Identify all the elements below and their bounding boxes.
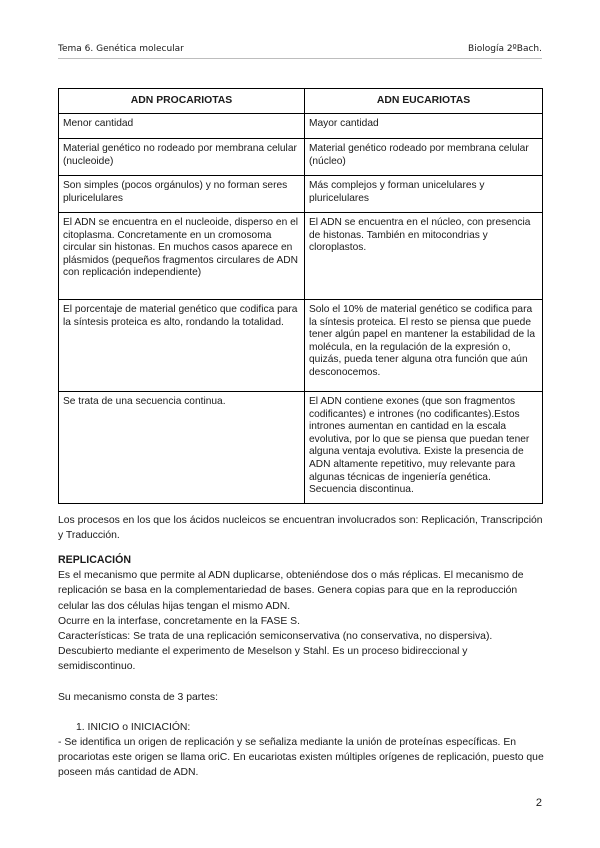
table-cell: Material genético no rodeado por membrana celular (nucleoide): [59, 139, 305, 176]
table-cell: El ADN se encuentra en el nucleoide, disperso en el citoplasma. Concretamente en un cromosoma circular sin histonas. En muchos casos aparece en plásmidos (pequeños fragmentos circulares de ADN con replicación independiente): [59, 213, 305, 300]
page-number: 2: [535, 797, 542, 809]
page-header: [58, 34, 542, 59]
table-row: [59, 176, 543, 213]
table-row: [59, 392, 543, 504]
table-cell: Se trata de una secuencia continua.: [59, 392, 305, 504]
table-cell: Solo el 10% de material genético se codifica para la síntesis proteica. El resto se piensa que puede tener algún papel en mantener la estabilidad de la molécula, en la regulación de la expresión o, quizás, pueda tener alguna otra función que aún desconocemos.: [305, 300, 543, 392]
table-cell: El porcentaje de material genético que codifica para la síntesis proteica es alto, rondando la totalidad.: [59, 300, 305, 392]
mechanism-intro: Su mecanismo consta de 3 partes:: [58, 691, 218, 703]
intro-text: Los procesos en los que los ácidos nucleicos se encuentran involucrados son: Replicación, Transcripción y Traducción.: [58, 515, 543, 542]
table-row: [59, 139, 543, 176]
step-heading-inicio: 1. INICIO o INICIACIÓN:: [76, 721, 191, 733]
table-cell: Mayor cantidad: [305, 114, 543, 139]
table-cell: Material genético rodeado por membrana celular (núcleo): [305, 139, 543, 176]
table-cell: Más complejos y forman unicelulares y pluricelulares: [305, 176, 543, 213]
column-header-prokaryotes: ADN PROCARIOTAS: [59, 89, 305, 114]
column-header-eukaryotes: ADN EUCARIOTAS: [305, 89, 543, 114]
table-header-row: [59, 89, 543, 114]
replication-phase: Ocurre en la interfase, concretamente en la FASE S.: [58, 615, 300, 627]
comparison-table-container: [58, 88, 542, 504]
header-course: Biología 2ºBach.: [468, 44, 542, 54]
table-cell: El ADN se encuentra en el núcleo, con presencia de histonas. También en mitocondrias y cloroplastos.: [305, 213, 543, 300]
table-cell: Menor cantidad: [59, 114, 305, 139]
dna-comparison-table: [58, 88, 543, 504]
replication-section: [58, 553, 544, 781]
table-row: [59, 114, 543, 139]
intro-paragraph: [58, 513, 544, 543]
header-topic: Tema 6. Genética molecular: [58, 44, 184, 54]
section-heading-replicacion: REPLICACIÓN: [58, 554, 131, 566]
table-row: [59, 213, 543, 300]
table-row: [59, 300, 543, 392]
table-cell: Son simples (pocos orgánulos) y no forman seres pluricelulares: [59, 176, 305, 213]
replication-characteristics: Características: Se trata de una replicación semiconservativa (no conservativa, no dispersiva). Descubierto mediante el experimento de Meselson y Stahl. Es un proceso bidireccional y semidiscontinuo.: [58, 631, 493, 673]
step-text-inicio: - Se identifica un origen de replicación y se señaliza mediante la unión de proteínas específicas. En procariotas este origen se llama oriC. En eucariotas existen múltiples orígenes de replicación, puesto que poseen más cantidad de ADN.: [58, 737, 544, 779]
table-cell: El ADN contiene exones (que son fragmentos codificantes) e intrones (no codificantes).Estos intrones aumentan en cantidad en la escala evolutiva, por lo que se piensa que puedan tener alguna ventaja evolutiva. Existe la presencia de ADN altamente repetitivo, muy relevante para algunas técnicas de ingeniería genética. Secuencia discontinua.: [305, 392, 543, 504]
replication-definition: Es el mecanismo que permite al ADN duplicarse, obteniéndose dos o más réplicas. El mecanismo de replicación se basa en la complementariedad de bases. Genera copias para que en la reproducción celular las dos células hijas tengan el mismo ADN.: [58, 570, 524, 612]
